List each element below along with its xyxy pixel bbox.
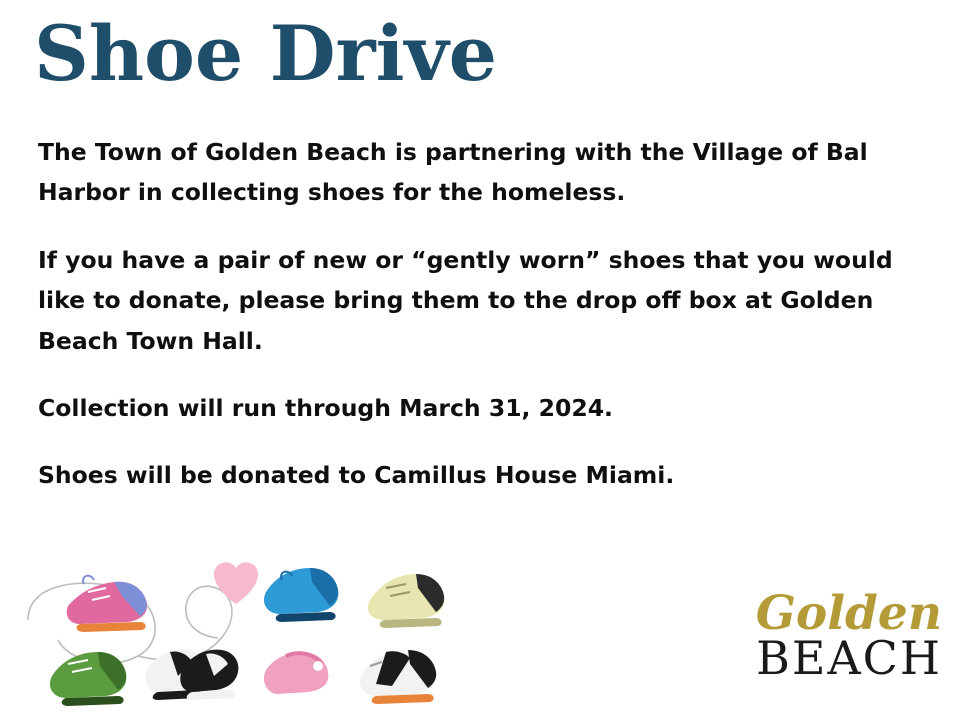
paragraph-intro: The Town of Golden Beach is partnering with the Village of Bal Harbor in collecting shoes for the homeless. <box>38 138 868 207</box>
page-title: Shoe Drive <box>34 9 497 98</box>
logo-golden-text: Golden <box>755 586 942 641</box>
shoes-illustration <box>18 548 488 713</box>
golden-beach-logo <box>712 586 942 707</box>
logo-beach-text: BEACH <box>756 630 942 685</box>
paragraph-deadline: Collection will run through March 31, 2024. <box>38 394 613 423</box>
body-copy <box>38 132 928 496</box>
paragraph-recipient: Shoes will be donated to Camillus House Miami. <box>38 461 675 490</box>
paragraph-donate: If you have a pair of new or “gently worn” shoes that you would like to donate, please bring them to the drop off box at Golden Beach Town Hall. <box>38 245 893 355</box>
